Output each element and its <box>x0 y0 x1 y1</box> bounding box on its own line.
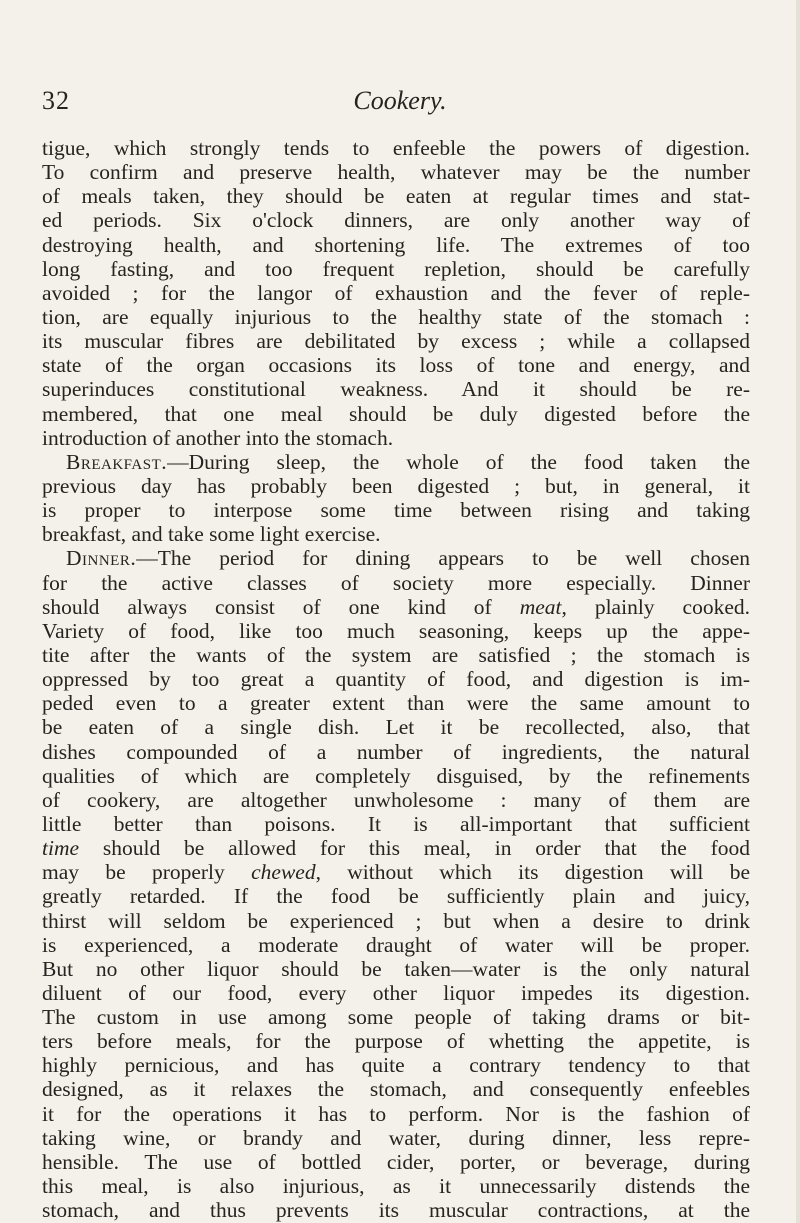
text-line: its muscular fibres are debilitated by excess ; while a collapsed <box>42 329 750 354</box>
text-line: To confirm and preserve health, whatever may be the number <box>42 160 750 185</box>
text-line: is experienced, a moderate draught of water will be proper. <box>42 932 750 957</box>
text-line: avoided ; for the langor of exhaustion and the fever of reple- <box>42 280 750 305</box>
text-line <box>42 595 750 619</box>
text-line: stomach, and thus prevents its muscular contractions, at the <box>42 1198 750 1223</box>
text-line: ters before meals, for the purpose of whetting the appetite, is <box>42 1029 750 1054</box>
text-line: little better than poisons. It is all-important that sufficient <box>42 811 750 836</box>
text-line: Variety of food, like too much seasoning, keeps up the appe- <box>42 618 750 643</box>
text-run: —The period for dining appears to be well chosen <box>136 546 750 571</box>
italic-word: time <box>42 836 80 861</box>
text-line: is proper to interpose some time between rising and taking <box>42 498 750 523</box>
section-heading-dinner: Dinner. <box>66 546 137 571</box>
text-line: diluent of our food, every other liquor impedes its digestion. <box>42 980 750 1005</box>
running-title: Cookery. <box>353 86 447 115</box>
text-line-breakfast-heading <box>42 450 750 474</box>
italic-word: chewed <box>251 860 316 885</box>
text-line: superinduces constitutional weakness. And it should be re- <box>42 377 750 402</box>
text-line: qualities of which are completely disguised, by the refinements <box>42 763 750 788</box>
text-line: designed, as it relaxes the stomach, and consequently enfeebles <box>42 1077 750 1102</box>
text-run: , without which its digestion will be <box>315 860 750 885</box>
text-line: But no other liquor should be taken—water is the only natural <box>42 956 750 981</box>
text-line: for the active classes of society more especially. Dinner <box>42 570 750 595</box>
text-run: should always consist of one kind of <box>42 594 520 619</box>
text-line: tigue, which strongly tends to enfeeble the powers of digestion. <box>42 136 750 160</box>
page-edge <box>796 0 800 1223</box>
text-line: dishes compounded of a number of ingredients, the natural <box>42 739 750 764</box>
text-line: tion, are equally injurious to the healthy state of the stomach : <box>42 304 750 329</box>
text-line: membered, that one meal should be duly digested before the <box>42 401 750 426</box>
section-heading-breakfast: Breakfast. <box>66 449 168 474</box>
text-line: oppressed by too great a quantity of food, and digestion is im- <box>42 667 750 692</box>
text-line: be eaten of a single dish. Let it be recollected, also, that <box>42 715 750 740</box>
text-line: hensible. The use of bottled cider, porter, or beverage, during <box>42 1149 750 1174</box>
text-line: it for the operations it has to perform. Nor is the fashion of <box>42 1101 750 1126</box>
text-line-dinner-heading <box>42 546 750 570</box>
text-line: highly pernicious, and has quite a contrary tendency to that <box>42 1053 750 1078</box>
text-line: introduction of another into the stomach. <box>42 425 394 450</box>
text-run: , plainly cooked. <box>561 594 750 619</box>
body-text <box>42 136 750 1222</box>
text-line: destroying health, and shortening life. The extremes of too <box>42 232 750 257</box>
text-line: ed periods. Six o'clock dinners, are only another way of <box>42 208 750 233</box>
text-run: —During sleep, the whole of the food taken the <box>167 449 750 474</box>
text-line: The custom in use among some people of taking drams or bit- <box>42 1005 750 1030</box>
text-line <box>42 860 750 884</box>
text-line: this meal, is also injurious, as it unnecessarily distends the <box>42 1174 750 1199</box>
text-line: peded even to a greater extent than were the same amount to <box>42 691 750 716</box>
text-line: greatly retarded. If the food be sufficiently plain and juicy, <box>42 884 750 909</box>
text-line <box>42 836 750 860</box>
text-line: breakfast, and take some light exercise. <box>42 522 381 547</box>
text-line: tite after the wants of the system are satisfied ; the stomach is <box>42 642 750 667</box>
italic-word: meat <box>519 594 562 619</box>
text-line: of cookery, are altogether unwholesome : many of them are <box>42 787 750 812</box>
text-line: previous day has probably been digested ; but, in general, it <box>42 473 750 498</box>
text-line: thirst will seldom be experienced ; but when a desire to drink <box>42 908 750 933</box>
text-line: state of the organ occasions its loss of tone and energy, and <box>42 353 750 378</box>
text-run: may be properly <box>42 860 252 885</box>
text-line: of meals taken, they should be eaten at regular times and stat- <box>42 184 750 209</box>
page-number: 32 <box>42 86 70 115</box>
text-line: taking wine, or brandy and water, during dinner, less repre- <box>42 1125 750 1150</box>
text-line: long fasting, and too frequent repletion, should be carefully <box>42 256 750 281</box>
text-run: should be allowed for this meal, in order that the food <box>79 836 750 861</box>
